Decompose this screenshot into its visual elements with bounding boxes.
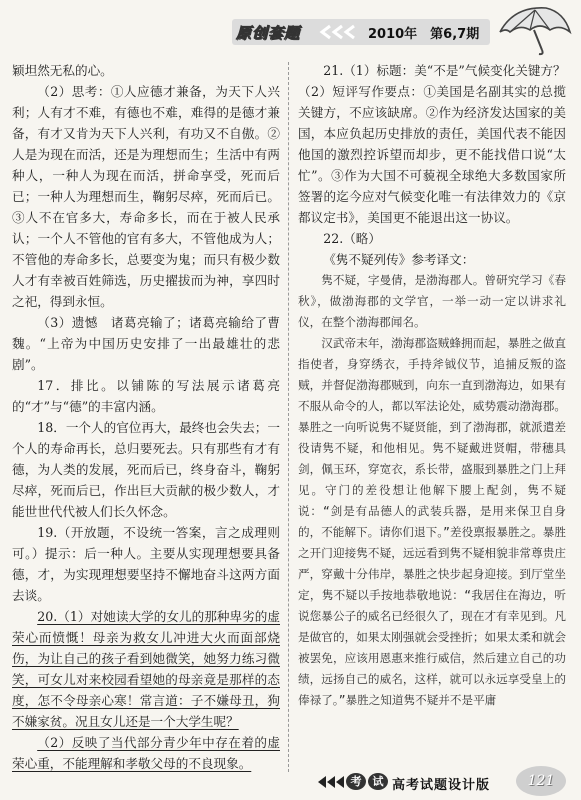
answer-21-title: 21.（1）标题：美“不是”气候变化关键方？ (323, 63, 566, 78)
translation-title: 《隽不疑列传》参考译文： (323, 252, 475, 267)
issue-label: 2010年 第6,7期 (368, 27, 480, 42)
column-divider (288, 62, 289, 772)
umbrella-icon (494, 2, 574, 56)
answer-19: 19.（开放题，不设统一答案，言之成理则可。）提示：后一种人。主要从实现理想要具备德，才，为实现理想要坚持不懈地奋斗这两方面去谈。 (12, 525, 280, 603)
page-footer (0, 760, 581, 800)
left-column (12, 60, 280, 774)
chevrons-icon (316, 24, 366, 40)
answer-17: 17．排比。以铺陈的写法展示诸葛亮的“才”与“德”的丰富内涵。 (12, 378, 280, 414)
footer-edition-label: 高考试题设计版 (392, 778, 491, 793)
answer-3-regret: （3）遗憾 诸葛亮输了；诸葛亮输给了曹魏。“上帝为中国历史安排了一出最雄壮的悲剧”。 (12, 315, 280, 372)
answer-18: 18．一个人的官位再大，最终也会失去；一个人的寿命再长，总归要死去。只有那些有才有德，为人类的发展，死而后已，终身奋斗，鞠躬尽瘁，死而后已，作出巨大贡献的极少数人，才能世世代代被人们长久怀念。 (12, 420, 280, 519)
back-arrows-icon (318, 776, 344, 788)
answer-2-thinking: （2）思考：①人应德才兼备，为天下人兴利；人有才不难，有德也不难，难得的是德才兼备，有才又肯为天下人兴利，有功又不自傲。②人是为现在而活，还是为理想而生；生活中有两种人，一种人为现在而活，拼命享受，死而后已；一种人为理想而生，鞠躬尽瘁，死而后已。③人不在官多大，寿命多长，而在于被人民承认；一个人不管他的官有多大，不管他成为人；不管他的寿命多长，总要变为鬼；而只有极少数人才有幸被百姓筛选，历史擢拔而为神，享四时之祀，得到永恒。 (12, 84, 280, 309)
translation-paragraph: 隽不疑，字曼倩，是渤海郡人。曾研究学习《春秋》，做渤海郡的文学官，一举一动一定以讲求礼仪，在整个渤海郡闻名。 (298, 273, 566, 329)
answer-21-review: （2）短评写作要点：①美国是名副其实的总揽关键方，不应该缺席。②作为经济发达国家的美国，本应负起历史排放的责任，美国代表不能因他国的激烈控诉望而却步，更不能找借口说“太忙”。③作为大国不可藐视全球绝大多数国家所签署的迄今应对气候变化唯一有法律效力的《京都议定书》，美国更不能退出这一协议。 (298, 84, 566, 225)
answer-22: 22.（略） (323, 231, 381, 246)
page-number: 121 (516, 766, 566, 796)
magazine-title: 原创套题 (236, 24, 301, 42)
answer-20-part1: 20.（1）对她读大学的女儿的那种卑劣的虚荣心而愤慨！母亲为救女儿冲进大火而面部烧伤，为让自己的孩子看到她微笑，她努力练习微笑，可女儿对来校园看望她的母亲竟是那样的态度，怎不令母亲心寒！常言道：子不嫌母丑，狗不嫌家贫。况且女儿还是一个大学生呢？ (12, 609, 280, 729)
footer-badge: 试 (368, 773, 388, 790)
answer-20-part2: （2）反映了当代部分青少年中存在着的虚荣心重，不能理解和孝敬父母的不良现象。 (12, 735, 280, 771)
footer-badge: 考 (346, 773, 366, 790)
translation-paragraph: 汉武帝末年，渤海郡盗贼蜂拥而起，暴胜之做直指使者，身穿绣衣，手持斧钺仪节，追捕反叛的盗贼，并督促渤海郡贼到，向东一直到渤海边，如果有不服从命令的人，都以军法论处，威势震动渤海郡。暴胜之一向听说隽不疑贤能，到了渤海郡，就派遣差役请隽不疑，和他相见。隽不疑戴进贤帽，带穗具剑，佩玉环，穿宽衣，系长带，盛服到暴胜之门上拜见。守门的差役想让他解下腰上配剑，隽不疑说：“剑是有品德人的武装兵器，是用来保卫自身的，不能解下。请你们退下。”差役禀报暴胜之。暴胜之开门迎接隽不疑，远远看到隽不疑相貌非常尊贵庄严，穿戴十分伟岸，暴胜之快步起身迎接。到厅堂坐定，隽不疑以手按地恭敬地说：“我居住在海边，听说您暴公子的威名已经很久了，现在才有幸见到。凡是做官的，如果太刚强就会受挫折；如果太柔和就会被罢免，应该用恩惠来推行威信，然后建立自己的功绩，远扬自己的威名，这样，就可以永远享受皇上的俸禄了。”暴胜之知道隽不疑并不是平庸 (298, 336, 566, 707)
page-header (0, 0, 581, 58)
continued-line: 颖坦然无私的心。 (12, 63, 113, 78)
right-column (298, 60, 566, 711)
